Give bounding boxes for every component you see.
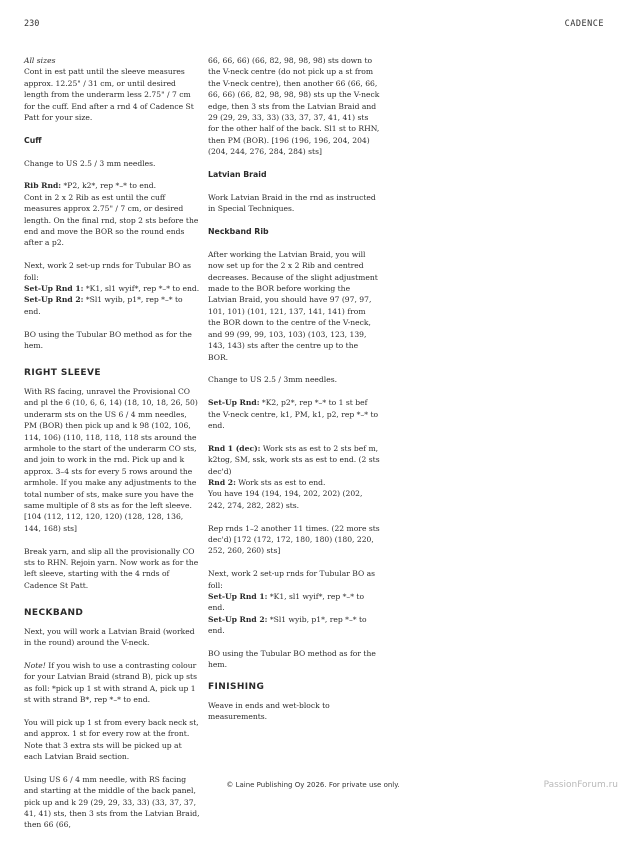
latvian-braid-text: Work Latvian Braid in the rnd as instructed in Special Techniques. <box>208 192 376 214</box>
neck-setup-rnd-1-label: Set-Up Rnd 1: <box>208 591 268 601</box>
cuff-title: Cuff <box>24 135 42 145</box>
note-label: Note! <box>24 660 46 670</box>
neck-bo-text: BO using the Tubular BO method as for the hem. <box>208 648 376 670</box>
neck-setup-intro: Next, work 2 set-up rnds for Tubular BO as foll: <box>208 569 376 590</box>
setup-rnd <box>208 397 380 431</box>
setup-rnd-2 <box>24 294 200 317</box>
neck-setup-rnd-1 <box>208 591 380 614</box>
running-head: CADENCE <box>564 19 604 29</box>
rnd-2-stitch-count: You have 194 (194, 194, 202, 202) (202, 242, 274, 282, 282) sts. <box>208 489 363 510</box>
all-sizes-text: Cont in est patt until the sleeve measures approx. 12.25" / 31 cm, or until desired length from the underarm less 2.75" / 7 cm for the cuff. End after a rnd 4 of Cadence St Patt for your size. <box>24 67 194 123</box>
rib-rnd-label: Rib Rnd: <box>24 181 62 191</box>
setup-rnd-1-label: Set-Up Rnd 1: <box>24 284 84 294</box>
rnd-2-text: Work sts as est to end. <box>235 477 326 487</box>
neckband-heading: NECKBAND <box>24 608 84 619</box>
setup-rnd-1-text: *K1, sl1 wyif*, rep *–* to end. <box>83 284 200 294</box>
setup-rnd-1 <box>24 283 200 294</box>
setup-intro: Next, work 2 set-up rnds for Tubular BO as foll: <box>24 261 192 282</box>
setup-rnd-text: *K2, p2*, rep *–* to 1 st bef the V-neck centre, k1, PM, k1, p2, rep *–* to end. <box>208 398 379 430</box>
bo-text: BO using the Tubular BO method as for the hem. <box>24 329 192 351</box>
neckband-rib-text: After working the Latvian Braid, you will now set up for the 2 x 2 Rib and centred decreases. Because of the slight adjustment made to the BOR before working the Latvian Braid, you should have 97 (97, 97, 101, 101) (101, 121, 137, 141, 141) from the BOR down to the centre of the V-neck, and 99 (99, 99, 103, 103) (103, 123, 139, 143, 143) sts after the centre up to the BOR. <box>208 249 378 362</box>
rnd-1-dec <box>208 443 380 477</box>
right-sleeve-text: With RS facing, unravel the Provisional CO and pl the 6 (10, 6, 6, 14) (18, 10, 18, 26, 50) underarm sts on the US 6 / 4 mm needles, PM (BOR) then pick up and k 98 (102, 106, 114, 106) (110, 118, 118, 118 sts around the armhole to the start of the underarm CO sts, and join to work in the rnd. Pick up and k approx. 3–4 sts for every 5 rows around the armhole. If you make any adjustments to the total number of sts, make sure you have the same multiple of 8 sts as for the left sleeve. [104 (112, 112, 120, 120) (128, 128, 136, 144, 168) sts] <box>24 386 198 533</box>
pickup-text: You will pick up 1 st from every back neck st, and approx. 1 st for every row at the front. Note that 3 extra sts will be picked up at each Latvian Braid section. <box>24 717 199 762</box>
right-sleeve-heading: RIGHT SLEEVE <box>24 368 101 379</box>
setup-rnd-2-text: *Sl1 wyib, p1*, rep *–* to end. <box>24 295 183 316</box>
rnd-1-label: Rnd 1 (dec): <box>208 443 261 453</box>
rib-rnd-text: *P2, k2*, rep *–* to end. <box>61 181 157 191</box>
neck-setup-rnd-2-label: Set-Up Rnd 2: <box>208 614 268 624</box>
rnd-2-label: Rnd 2: <box>208 477 236 487</box>
site-watermark: PassionForum.ru <box>543 780 618 790</box>
left-column <box>24 55 200 842</box>
using-needle-text: Using US 6 / 4 mm needle, with RS facing and starting at the middle of the back panel, pick up and k 29 (29, 29, 33, 33) (33, 37, 37, 41, 41) sts, then 3 sts from the Latvian Braid, then 66 (66, <box>24 774 200 830</box>
neck-setup-rnd-2-text: *Sl1 wyib, p1*, rep *–* to end. <box>208 614 367 636</box>
pickup-continued-text: 66, 66, 66) (66, 82, 98, 98, 98) sts down to the V-neck centre (do not pick up a st from the V-neck centre), then another 66 (66, 66, 66, 66) (66, 82, 98, 98, 98) sts up the V-neck edge, then 3 sts from the Latvian Braid and 29 (29, 29, 33, 33) (33, 37, 37, 41, 41) sts for the other half of the back. Sl1 st to RHN, then PM (BOR). [196 (196, 196, 204, 204) (204, 244, 276, 284, 284) sts] <box>208 56 380 157</box>
rib-cont-text: Cont in 2 x 2 Rib as est until the cuff measures approx 2.75" / 7 cm, or desired length. On the final rnd, stop 2 sts before the end and move the BOR so the round ends after a p2. <box>24 192 199 248</box>
neckband-rib-title: Neckband Rib <box>208 227 269 237</box>
note-text: If you wish to use a contrasting colour for your Latvian Braid (strand B), pick up sts as foll: *pick up 1 st with strand A, pick up 1 st with strand B*, rep *–* to end. <box>24 660 198 705</box>
neckband-text: Next, you will work a Latvian Braid (worked in the round) around the V-neck. <box>24 626 195 647</box>
setup-rnd-label: Set-Up Rnd: <box>208 398 260 408</box>
page-number: 230 <box>24 19 40 29</box>
repeat-text: Rep rnds 1–2 another 11 times. (22 more sts dec'd) [172 (172, 172, 180, 180) (180, 220, 252, 260, 260) sts] <box>208 523 380 556</box>
neck-setup-rnd-1-text: *K1, sl1 wyif*, rep *–* to end. <box>208 591 365 613</box>
change-needles-text: Change to US 2.5 / 3mm needles. <box>208 375 338 385</box>
all-sizes-label: All sizes <box>24 56 56 65</box>
neck-setup-rnd-2 <box>208 614 380 637</box>
latvian-braid-title: Latvian Braid <box>208 170 267 180</box>
note-paragraph <box>24 660 200 706</box>
cuff-text: Change to US 2.5 / 3 mm needles. <box>24 158 156 168</box>
setup-rnd-2-label: Set-Up Rnd 2: <box>24 295 84 305</box>
finishing-heading: FINISHING <box>208 682 265 693</box>
break-yarn-text: Break yarn, and slip all the provisionally CO sts to RHN. Rejoin yarn. Now work as for the left sleeve, starting with the 4 rnds of Cadence St Patt. <box>24 546 199 590</box>
rnd-1-text: Work sts as est to 2 sts bef m, k2tog, SM, ssk, work sts as est to end. (2 sts dec'd) <box>208 443 380 476</box>
right-column <box>208 55 380 734</box>
copyright-footer: © Laine Publishing Oy 2026. For private use only. <box>226 781 400 789</box>
finishing-text: Weave in ends and wet-block to measurements. <box>208 700 330 721</box>
rnd-2 <box>208 477 380 488</box>
rib-rnd <box>24 180 200 191</box>
